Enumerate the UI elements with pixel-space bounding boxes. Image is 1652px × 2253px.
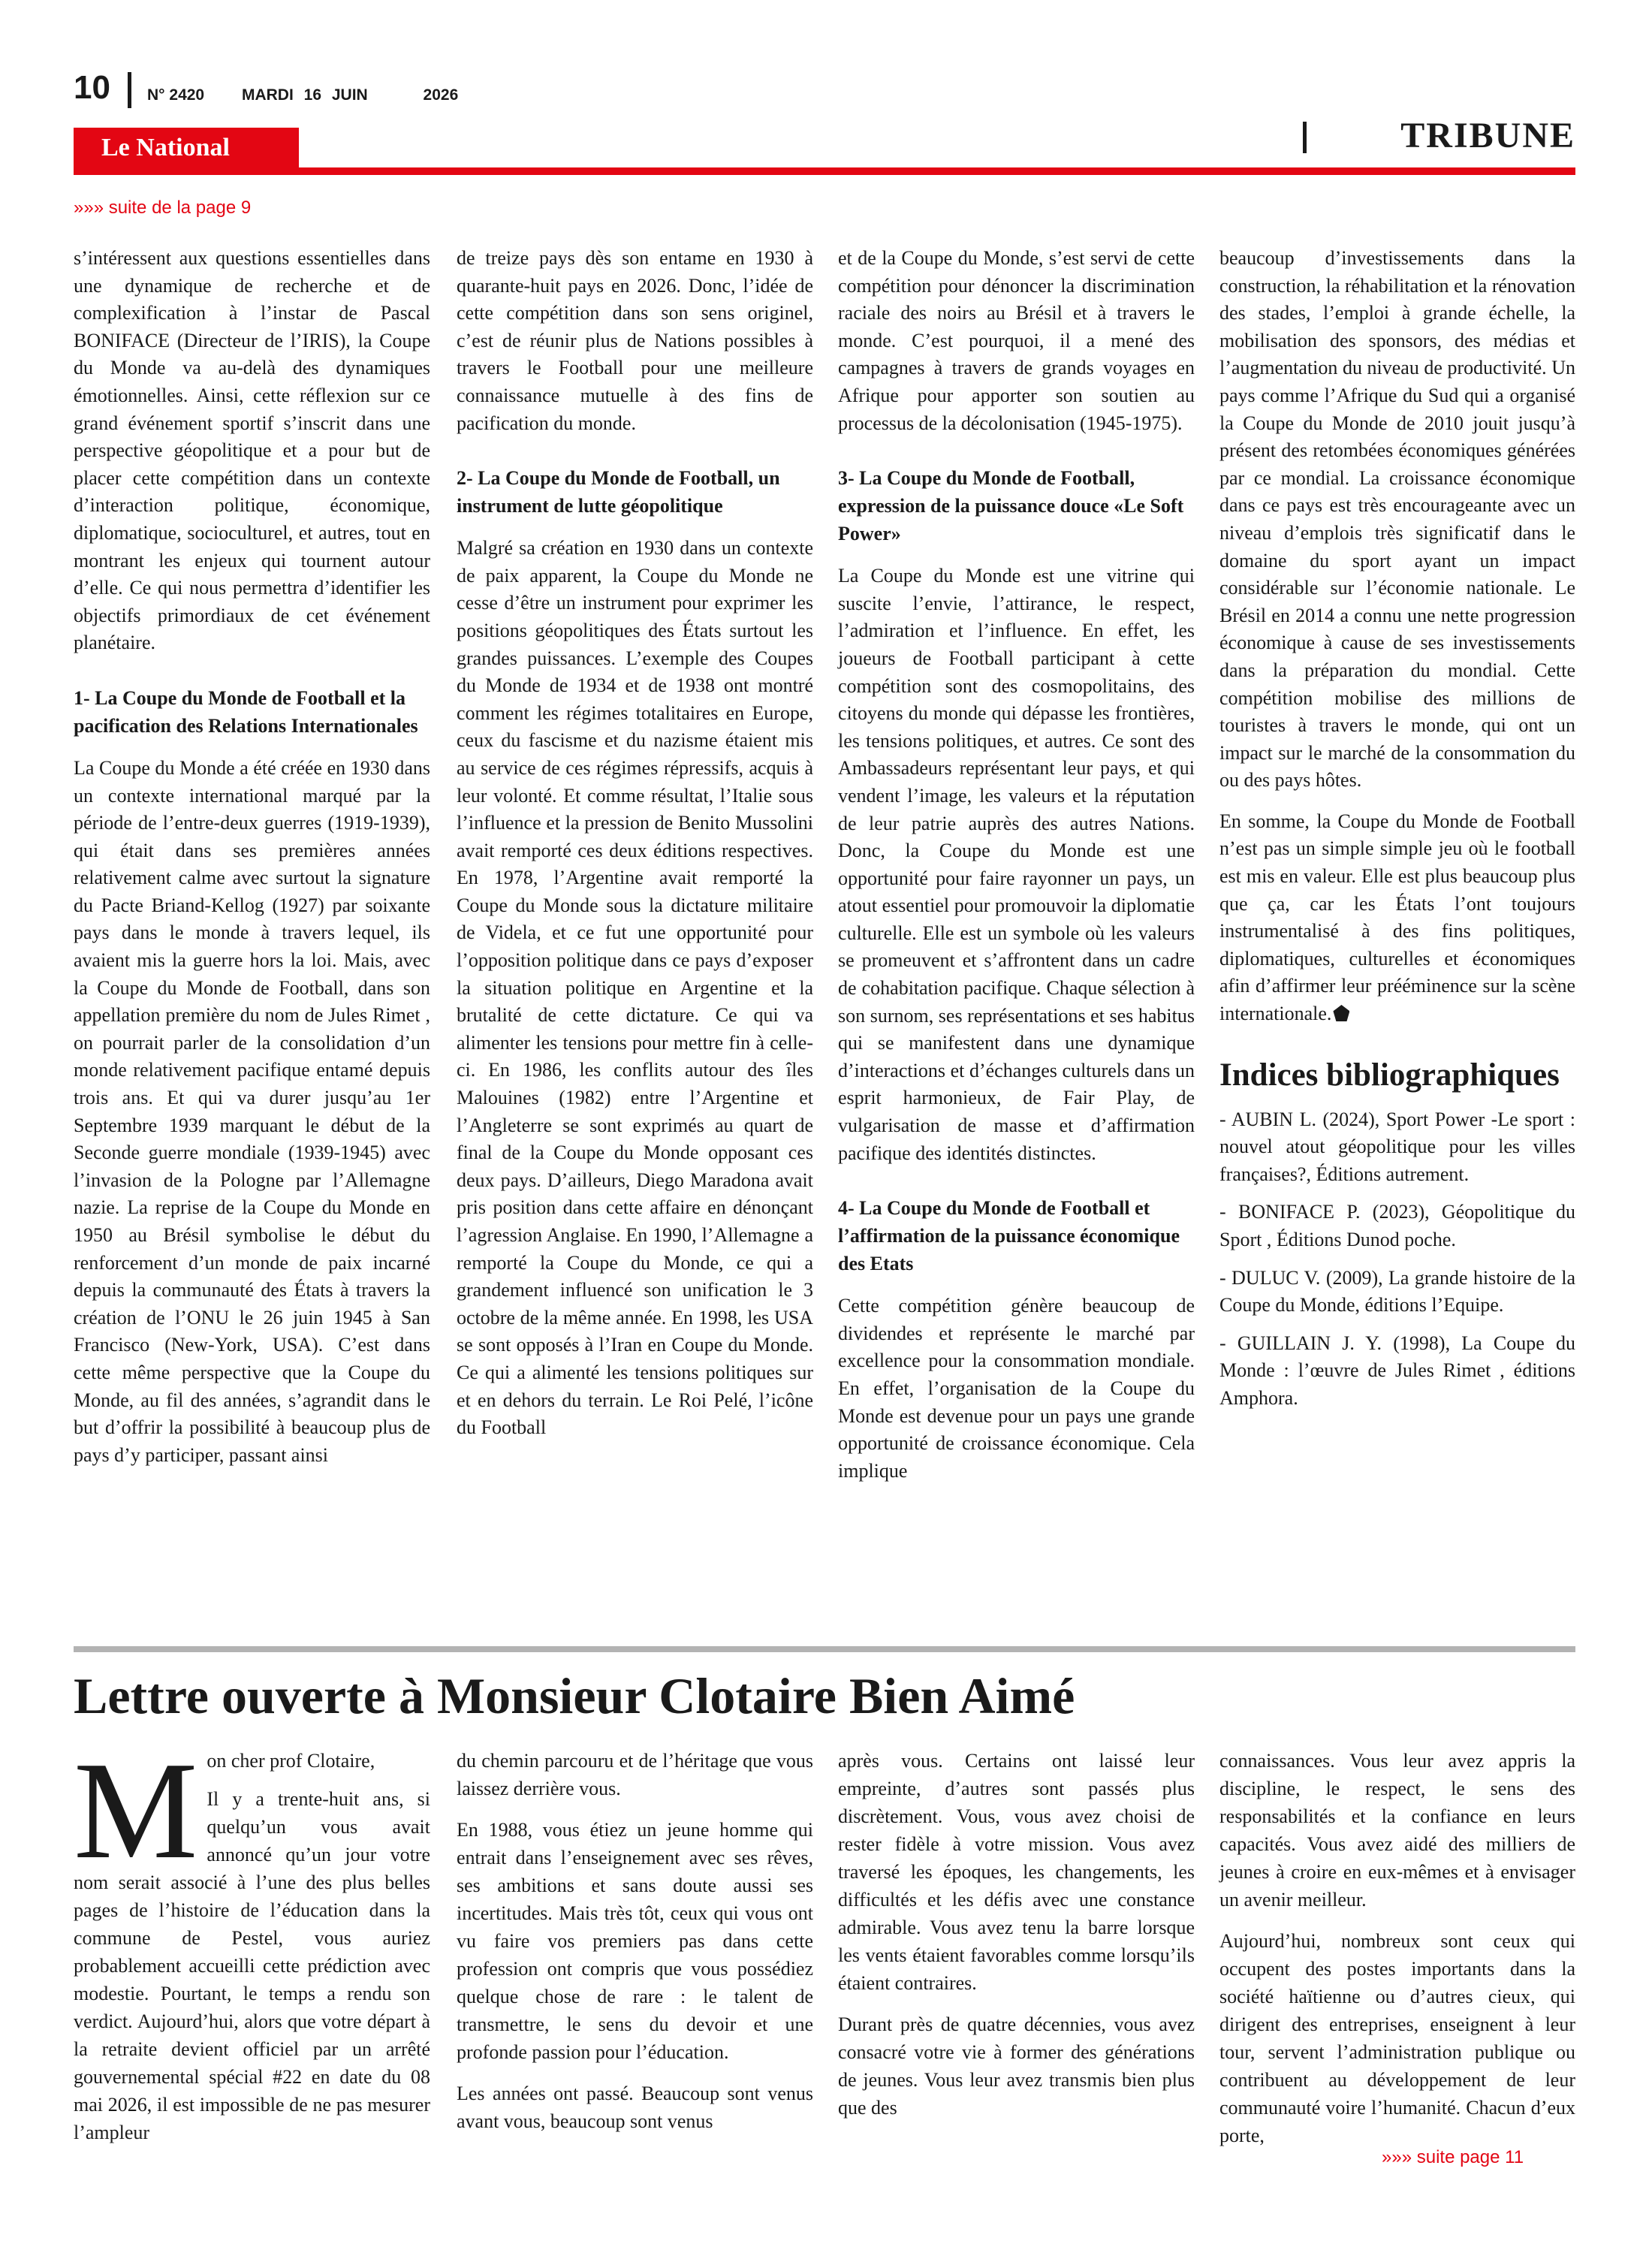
bibliography-list xyxy=(1219,1106,1575,1413)
subheading: 2- La Coupe du Monde de Football, un instrument de lutte géopolitique xyxy=(457,467,780,517)
article1-column-3 xyxy=(838,245,1195,1498)
subheading: 4- La Coupe du Monde de Football et l’affirmation de la puissance économique des Etats xyxy=(838,1197,1180,1275)
issue-month: JUIN xyxy=(331,86,368,104)
subheading: 1- La Coupe du Monde de Football et la pacification des Relations Internationales xyxy=(74,686,418,737)
article1-column-2 xyxy=(457,245,813,1455)
paragraph: La Coupe du Monde est une vitrine qui suscite l’envie, l’attirance, le respect, l’admiration et l’influence. En effet, les joueurs de Football participant à cette compétition sont des cosmopolitains, des citoyens du monde qui dépasse les frontières, les tensions politiques, et autres. Ce sont des Ambassadeurs représentant leur pays, et qui vendent l’image, les valeurs et la réputation de leur patrie auprès des autres Nations. Donc, la Coupe du Monde est une opportunité pour faire rayonner un pays, un atout essentiel pour promouvoir la diplomatie culturelle. Elle est un symbole où les valeurs se promeuvent et s’affrontent dans un cadre de cohabitation pacifique. Chaque sélection à son surnom, ses représentations et ses habitus qui se manifestent dans une dynamique d’interactions et d’échanges culturels dans un esprit harmonieux, de Fair Play, de vulgarisation de masse et d’affirmation pacifique des identités distinctes. xyxy=(838,565,1195,1164)
page-number: 10 xyxy=(74,69,110,106)
section-title: TRIBUNE xyxy=(1400,116,1575,155)
bibliography-entry: - AUBIN L. (2024), Sport Power -Le sport : nouvel atout géopolitique pour les villes françaises?, Éditions autrement. xyxy=(1219,1108,1575,1185)
article-separator xyxy=(74,1646,1575,1652)
paragraph xyxy=(1219,808,1575,1028)
paragraph: après vous. Certains ont laissé leur empreinte, d’autres sont passés plus discrètement. Vous, vous avez choisi de rester fidèle à votre mission. Vous avez traversé les époques, les changements, les difficultés et les défis avec une constance admirable. Vous avez tenu la barre lorsque les vents étaient favorables comme lorsqu’ils étaient contraires. xyxy=(838,1750,1195,1994)
article2-column-4 xyxy=(1219,1747,1575,2163)
article1-column-1 xyxy=(74,245,430,1482)
paragraph: Il y a trente-huit ans, si quelqu’un vous avait annoncé qu’un jour votre nom serait associé à l’une des plus belles pages de l’histoire de l’éducation dans la commune de Pestel, vous auriez probablement accueilli cette prédiction avec modestie. Pourtant, le temps a rendu son verdict. Aujourd’hui, alors que votre départ à la retraite devient officiel par un arrêté gouvernemental spécial #22 en date du 08 mai 2026, il est impossible de ne pas mesurer l’ampleur xyxy=(74,1788,430,2143)
continued-arrows: »»» xyxy=(1382,2147,1412,2167)
paragraph: La Coupe du Monde a été créée en 1930 dans un contexte international marqué par la période de l’entre-deux guerres (1919-1939), qui était dans ses premières années relativement calme avec surtout la signature du Pacte Briand-Kellog (1927) par soixante pays dans le monde à travers lequel, ils avaient mis la guerre hors la loi. Mais, avec la Coupe du Monde de Football, dans son appellation première du nom de Jules Rimet , on pourrait parler de la consolidation d’un monde relativement pacifique entamé depuis trois ans. Et qui va durer jusqu’au 1er Septembre 1939 marquant le début de la Seconde guerre mondiale (1939-1945) avec l’invasion de la Pologne par l’Allemagne nazie. La reprise de la Coupe du Monde en 1950 au Brésil symbolise le début du renforcement d’un monde de paix incarné depuis la communauté des États à travers la création de l’ONU le 26 juin 1945 à San Francisco (New-York, USA). C’est dans cette même perspective que la Coupe du Monde, au fil des années, s’agrandit dans le but d’offrir la possibilité à beaucoup plus de pays d’y participer, passant ainsi xyxy=(74,756,430,1466)
subheading: 3- La Coupe du Monde de Football, expression de la puissance douce «Le Soft Power» xyxy=(838,467,1184,545)
paragraph: Les années ont passé. Beaucoup sont venus avant vous, beaucoup sont venus xyxy=(457,2083,813,2132)
continued-to-text: suite page 11 xyxy=(1416,2147,1524,2167)
paragraph: Malgré sa création en 1930 dans un contexte de paix apparent, la Coupe du Monde ne cesse d’être un instrument pour exprimer les positions géopolitiques des États surtout les grandes puissances. L’exemple des Coupes du Monde de 1934 et de 1938 ont montré comment les régimes totalitaires en Europe, ceux du fascisme et du nazisme étaient mis au service de ces régimes répressifs, acquis à leur volonté. Et comme résultat, l’Italie sous l’influence et la pression de Benito Mussolini avait remporté ces deux éditions respectives. En 1978, l’Argentine avait remporté la Coupe du Monde sous la dictature militaire de Videla, et ce fut une opportunité pour l’opposition politique dans ce pays d’exposer la situation politique en Argentine et la brutalité de cette dictature. Ce qui va alimenter les tensions pour mettre fin à celle-ci. En 1986, les conflits autour des îles Malouines (1982) entre l’Argentine et l’Angleterre se sont exprimés au quart de final de la Coupe du Monde opposant ces deux pays. D’ailleurs, Diego Maradona avait pris position dans cette affaire en dénonçant l’agression Anglaise. En 1990, l’Allemagne a remporté la Coupe du Monde, ce qui a grandement influencé son unification le 3 octobre de la même année. En 1998, les USA se sont opposés à l’Iran en Coupe du Monde. Ce qui a alimenté les tensions politiques sur et en dehors du terrain. Le Roi Pelé, l’icône du Football xyxy=(457,537,813,1439)
issue-year: 2026 xyxy=(423,86,459,104)
paragraph: s’intéressent aux questions essentielles dans une dynamique de recherche et de complexification à l’instar de Pascal BONIFACE (Directeur de l’IRIS), la Coupe du Monde va au-delà des dynamiques émotionnelles. Ainsi, cette réflexion sur ce grand événement sportif s’inscrit dans une perspective géopolitique et a pour but de placer cette compétition dans un contexte d’interaction politique, économique, diplomatique, socioculturel, et autres, tout en montrant les enjeux qui tournent autour d’elle. Ce qui nous permettra d’identifier les objectifs primordiaux de cet événement planétaire. xyxy=(74,247,430,654)
bibliography-entry: - DULUC V. (2009), La grande histoire de la Coupe du Monde, éditions l’Equipe. xyxy=(1219,1266,1575,1317)
paragraph: beaucoup d’investissements dans la construction, la réhabilitation et la rénovation des stades, l’emploi à grande échelle, la mobilisation des sponsors, des médias et l’augmentation du niveau de productivité. Un pays comme l’Afrique du Sud qui a organisé la Coupe du Monde de 2010 jouit jusqu’à présent des retombées économiques générées par ce mondial. La croissance économique dans ce pays est très encourageante avec un niveau d’emplois très significatif dans le domaine du sport ayant un impact considérable sur l’économie nationale. Le Brésil en 2014 a connu une nette progression économique à cause de ses investissements dans la préparation du mondial. Cette compétition mobilise des millions de touristes à travers le monde, qui ont un impact sur le marché de la consommation du ou des pays hôtes. xyxy=(1219,247,1575,792)
issue-number: N° 2420 xyxy=(147,86,205,104)
issue-day: MARDI xyxy=(241,86,294,104)
issue-info xyxy=(147,86,458,105)
issue-date-day: 16 xyxy=(303,86,321,104)
paragraph: Cette compétition génère beaucoup de dividendes et représente le marché par excellence pour la consommation mondiale. En effet, l’organisation de la Coupe du Monde est devenue pour un pays une grande opportunité de croissance économique. Cela implique xyxy=(838,1295,1195,1482)
article2-column-1 xyxy=(74,1733,430,2160)
brand-logo: Le National xyxy=(101,134,230,161)
paragraph: connaissances. Vous leur avez appris la discipline, le respect, le sens des responsabilités et la confiance en leurs capacités. Vous avez aidé des milliers de jeunes à croire en eux-mêmes et à envisager un avenir meilleur. xyxy=(1219,1750,1575,1911)
end-of-article-icon xyxy=(1333,1005,1349,1021)
paragraph: du chemin parcouru et de l’héritage que vous laissez derrière vous. xyxy=(457,1750,813,1799)
paragraph: de treize pays dès son entame en 1930 à quarante-huit pays en 2026. Donc, l’idée de cette compétition dans son sens originel, c’est de réunir plus de Nations possibles à travers le Football pour une meilleure connaissance mutuelle à des fins de pacification du monde. xyxy=(457,247,813,434)
article2-column-3 xyxy=(838,1747,1195,2135)
article2-column-2 xyxy=(457,1747,813,2149)
bibliography-title: Indices bibliographiques xyxy=(1219,1057,1560,1093)
salutation: on cher prof Clotaire, xyxy=(206,1750,375,1772)
header-divider xyxy=(128,72,131,108)
paragraph: Durant près de quatre décennies, vous avez consacré votre vie à former des générations de jeunes. Vous leur avez transmis bien plus que des xyxy=(838,2013,1195,2119)
section-divider xyxy=(1303,122,1307,153)
drop-cap: M xyxy=(74,1733,198,1888)
article2-headline: Lettre ouverte à Monsieur Clotaire Bien Aimé xyxy=(74,1667,1075,1724)
continued-from: »»» suite de la page 9 xyxy=(74,198,252,218)
header-red-rule xyxy=(74,167,1575,175)
paragraph: Aujourd’hui, nombreux sont ceux qui occupent des postes importants dans la société haïtienne ou d’autres cieux, qui dirigent des entreprises, enseignent à leur tour, servent l’administration publique ou contribuent au développement de leur communauté voire l’humanité. Chacun d’eux porte, xyxy=(1219,1930,1575,2146)
paragraph: En 1988, vous étiez un jeune homme qui entrait dans l’enseignement avec ses rêves, ses ambitions et sans doute aussi ses incertitudes. Mais très tôt, ceux qui vous ont vu faire vos premiers pas dans cette profession ont compris que vous possédiez quelque chose de rare : le talent de transmettre, le sens du devoir et une profonde passion pour l’éducation. xyxy=(457,1819,813,2063)
continued-to xyxy=(1382,2146,1524,2169)
article1-column-4 xyxy=(1219,245,1575,1423)
bibliography-entry: - BONIFACE P. (2023), Géopolitique du Sport , Éditions Dunod poche. xyxy=(1219,1201,1575,1250)
bibliography-entry: - GUILLAIN J. Y. (1998), La Coupe du Monde : l’œuvre de Jules Rimet , éditions Amphora. xyxy=(1219,1332,1575,1409)
conclusion-text: En somme, la Coupe du Monde de Football n’est pas un simple simple jeu où le football est mis en valeur. Elle est plus beaucoup plus que ça, car les États l’ont toujours instrumentalisé à des fins politiques, diplomatiques, culturelles et économiques afin d’affirmer leur prééminence sur la scène internationale. xyxy=(1219,810,1575,1025)
paragraph: et de la Coupe du Monde, s’est servi de cette compétition pour dénoncer la discrimination raciale des noirs au Brésil et à travers le monde. C’est pourquoi, il a mené des campagnes à travers de grands voyages en Afrique pour apporter son soutien au processus de la décolonisation (1945-1975). xyxy=(838,247,1195,434)
